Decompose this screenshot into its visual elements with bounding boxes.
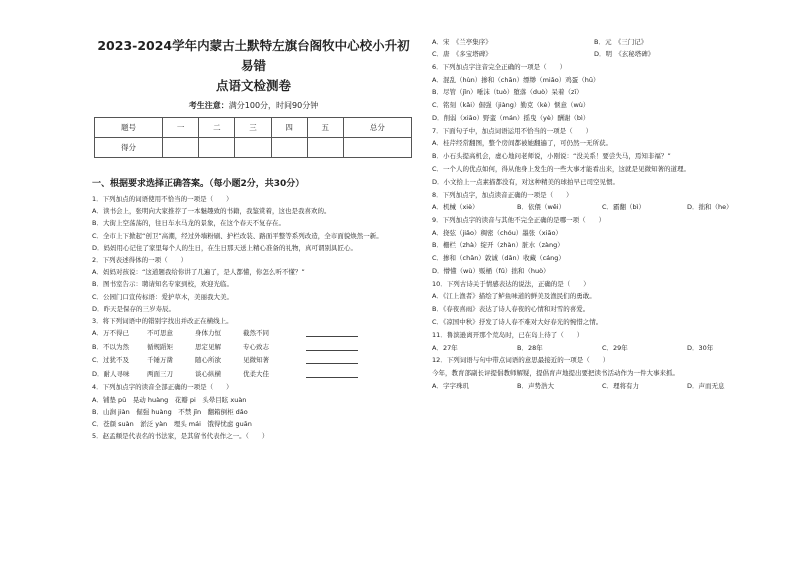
score-cell[interactable]	[199, 138, 235, 158]
word: A．万不得已	[92, 329, 129, 338]
score-table	[94, 117, 412, 158]
option-11b: B．28年	[517, 343, 543, 352]
option-10a: A．《江上渔者》描绘了鲈鱼味道的鲜美及渔民们的勇敢。	[432, 292, 596, 301]
option-9d: D．懵懂（wù）贩桶（fǔ）拙和（huò）	[432, 266, 550, 275]
word: 见微知著	[243, 356, 269, 365]
option-1a: A．读书会上，张明向大家推荐了一本魅趣致的书籍，我鉴赏着，这也是我喜欢的。	[92, 207, 331, 216]
word: C．过犹不及	[92, 356, 130, 365]
section-heading: 一、根据要求选择正确答案。（每小题2分，共30分）	[92, 179, 305, 189]
option-1c: C．全市上下掀起“创卫”高潮，经过外墙粉刷、护栏改装、路面平整等系列改造，全市面貌焕然一新。	[92, 231, 383, 240]
option-7b: B．小石头提高机会，虚心地问老师说，小刚说：“没关系！要尝失马，焉知非福？”	[432, 152, 671, 161]
notice-label: 考生注意：	[188, 101, 229, 110]
question-8: 8．下列加点字，加点读音正确的一项是（ ）	[432, 190, 573, 199]
option-12d: D．声而无息	[687, 381, 725, 390]
word: 千锤万凿	[147, 356, 173, 365]
word: D．耐人寻味	[92, 369, 130, 378]
option-2c: C．公园门口宣传标语：爱护草木，美丽我大美。	[92, 292, 234, 301]
notice-text: 满分100分，时间90分钟	[228, 101, 319, 110]
option-5a: A．宋 《兰亭集序》	[432, 38, 492, 46]
option-5b: B．元 《三门记》	[594, 38, 648, 46]
option-10c: C．《凉国中秋》抒发了诗人春不难对大好春光的惋惜之情。	[432, 318, 603, 327]
answer-blank[interactable]	[306, 343, 358, 351]
word: 谈心纵横	[195, 369, 221, 378]
word-row-a	[92, 329, 415, 338]
word: 截然不同	[243, 329, 269, 338]
score-cell[interactable]	[163, 138, 199, 158]
option-row-5cd	[432, 50, 772, 59]
option-7d: D．小文拾上一点素描都没有，对这种精美的球拍早已司空见惯。	[432, 177, 620, 186]
option-7c: C．一个人的优点如何，得从他身上发生的一些大事才能看出来，这就是见微知著的道理。	[432, 165, 691, 174]
score-table-header	[95, 118, 412, 138]
option-8b: B．依偎（wēi）	[517, 203, 566, 212]
score-header-cell: 二	[199, 118, 235, 138]
option-2a: A．妈妈对孩说：“这道题我给你讲了几遍了，是人都懂，你怎么听不懂？”	[92, 268, 305, 277]
option-6d: D．削弱（xiāo）野蛮（mán）摇曳（yè）酬谢（bì）	[432, 113, 590, 122]
option-12a: A．字字珠玑	[432, 381, 469, 390]
question-1: 1．下列加点的词语使用不恰当的一项是（ ）	[92, 195, 233, 203]
word-row-b	[92, 343, 415, 352]
score-cell[interactable]	[271, 138, 307, 158]
word: 思定见解	[195, 342, 221, 351]
score-header-cell: 五	[307, 118, 343, 138]
answer-blank[interactable]	[306, 329, 358, 337]
option-9c: C．掺和（chān）敦诚（dǎn）收藏（cáng）	[432, 254, 565, 263]
option-row-8	[432, 203, 772, 212]
word: B．不以为然	[92, 342, 129, 351]
option-10b: B．《春夜喜雨》表达了诗人春夜的心情和对雪的喜爱。	[432, 305, 590, 314]
option-6b: B．尽管（jǐn）唾沫（tuò）堕落（duò）呆着（zī）	[432, 88, 583, 97]
exam-title: 2023-2024学年内蒙古土默特左旗台阁牧中心校小升初易错	[97, 38, 410, 73]
option-11d: D．30年	[687, 343, 714, 352]
option-4b: B．山涧 jiàn 倔强 huàng 不禁 jīn 翻箱倒柜 dǎo	[92, 407, 248, 416]
score-cell[interactable]	[343, 138, 411, 158]
question-11: 11．鲁滨逊离开那个荒岛时，已在岛上待了（ ）	[432, 330, 584, 339]
score-cell[interactable]	[235, 138, 271, 158]
score-header-cell: 总分	[343, 118, 411, 138]
option-6a: A．混乱（hùn）掺和（chān）缥缈（miǎo）鸡蛋（hū）	[432, 75, 600, 84]
question-7: 7．下面句子中，加点词语运用不恰当的一项是（ ）	[432, 126, 593, 135]
word: 优柔大佳	[243, 369, 269, 378]
option-9b: B．栅栏（zhà）绽开（zhàn）脏水（zàng）	[432, 241, 564, 250]
answer-blank[interactable]	[306, 370, 358, 378]
word: 循规蹈矩	[147, 342, 173, 351]
option-9a: A．挠弦（jiǎo）稠密（chóu）墨张（xiāo）	[432, 228, 562, 237]
option-row-11	[432, 344, 772, 353]
word: 专心致志	[243, 342, 269, 351]
exam-title-line2: 点语文检测卷	[215, 78, 291, 93]
option-8a: A．机械（xiè）	[432, 203, 479, 212]
option-7a: A．桂芹经常翻图，整个房间都被她翻遍了，可仍然一无所获。	[432, 139, 612, 148]
question-6: 6．下列加点字注音完全正确的一项是（ ）	[432, 62, 567, 71]
question-10: 10．下列古诗关于情感表达的说法，正确的是（ ）	[432, 279, 590, 288]
score-header-cell: 四	[271, 118, 307, 138]
score-header-cell: 一	[163, 118, 199, 138]
score-table-row	[95, 138, 412, 158]
word: 身体力恒	[195, 329, 221, 338]
word: 两面三刀	[147, 369, 173, 378]
question-4: 4．下列加点字的读音全部正确的一项是（ ）	[92, 383, 233, 392]
option-11c: C．29年	[602, 343, 628, 352]
option-1b: B．大街上空荡荡的，往日车水马龙的景象，在这个春天不复存在。	[92, 219, 285, 228]
option-4a: A．铺垫 pū 晃动 huàng 花瓣 pi 头晕目眩 xuàn	[92, 395, 247, 404]
option-1d: D．妈妈用心记住了家里每个人的生日，在生日那天送上精心准备的礼物，真可谓别具匠心。	[92, 243, 358, 252]
score-header-cell: 题号	[95, 118, 163, 138]
word: 不可思意	[147, 329, 173, 338]
option-5c: C．唐 《多宝塔碑》	[432, 50, 492, 59]
score-row-label: 得分	[95, 138, 163, 158]
question-5: 5．赵孟頫是代表名的书法家，是其留书代表作之一。（ ）	[92, 432, 269, 441]
option-6c: C．铭刻（kǎi）倔强（jiàng）勤克（kè）惬意（wù）	[432, 101, 590, 110]
question-2: 2．下列表述得体的一项（ ）	[92, 255, 188, 264]
option-12c: C．理将有力	[602, 381, 640, 390]
word-row-d	[92, 370, 415, 379]
score-cell[interactable]	[307, 138, 343, 158]
option-4c: C．苍颜 suàn 淤泛 yàn 埋头 mái 饿得忧虑 guān	[92, 420, 252, 428]
question-12-text: 今年，教育部副长评提倡教师解疑，提倡育声地提出要把读书活动作为一件大事来抓。	[432, 368, 679, 377]
right-column	[432, 38, 772, 394]
option-2b: B．图书室告示：聘请知名专家到校，欢迎光临。	[92, 280, 233, 289]
exam-notice	[92, 100, 415, 111]
question-9: 9．下列加点字的读音与其他不完全正确的是哪一项（ ）	[432, 215, 606, 224]
option-8d: D．拙和（he）	[687, 203, 733, 212]
question-3: 3．将下列词语中的错别字找出并改正在横线上。	[92, 316, 233, 325]
answer-blank[interactable]	[306, 356, 358, 364]
option-12b: B．声势浩大	[517, 381, 554, 390]
word-row-c	[92, 356, 415, 365]
option-5d: D．明 《玄秘塔碑》	[594, 50, 655, 59]
option-row-5ab	[432, 38, 772, 47]
option-row-12	[432, 382, 772, 391]
option-11a: A．27年	[432, 343, 458, 352]
score-header-cell: 三	[235, 118, 271, 138]
word: 随心所欲	[195, 356, 221, 365]
option-2d: D．昨天是保存的三岁寿辰。	[92, 304, 176, 313]
left-column	[92, 36, 415, 444]
question-12: 12．下列词语与句中带点词语的意思最接近的一项是（ ）	[432, 355, 610, 364]
option-8c: C．霸翻（bì）	[602, 203, 645, 212]
